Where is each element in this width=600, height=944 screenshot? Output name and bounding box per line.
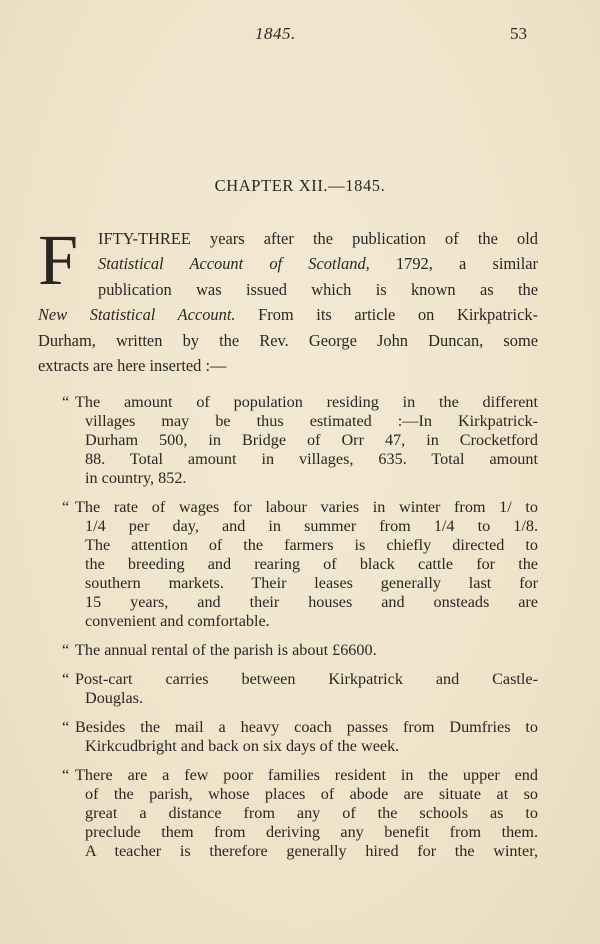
running-head (0, 24, 600, 48)
intro-paragraph (38, 220, 538, 378)
intro-line-italic: Statistical Account of Scotland, (98, 254, 370, 274)
quote-line: 88. Total amount in villages, 635. Total amount (85, 450, 538, 468)
quote-line: Durham 500, in Bridge of Orr 47, in Crocketford (85, 431, 538, 449)
opening-quote-mark: “ (62, 498, 70, 516)
quote-line: villages may be thus estimated :—In Kirkpatrick- (85, 412, 538, 430)
running-title: 1845. (255, 24, 296, 43)
opening-quote-mark: “ (62, 670, 70, 688)
chapter-title: CHAPTER XII.—1845. (214, 176, 386, 195)
quoted-extracts (62, 393, 538, 871)
quote-line: convenient and comfortable. (85, 612, 270, 630)
quote-body (75, 393, 538, 488)
quote-block (62, 641, 538, 660)
quote-body (75, 766, 538, 861)
quote-line: 1/4 per day, and in summer from 1/4 to 1/8. (85, 517, 538, 535)
quote-body (75, 670, 538, 708)
quote-block (62, 766, 538, 861)
quote-line: Besides the mail a heavy coach passes from Dumfries to (75, 718, 538, 736)
quote-line: A teacher is therefore generally hired for the winter, (85, 842, 538, 860)
opening-quote-mark: “ (62, 766, 70, 784)
quote-line: There are a few poor families resident in the upper end (75, 766, 538, 784)
intro-line: IFTY-THREE years after the publication of the old (98, 229, 538, 248)
quote-line: of the parish, whose places of abode are situate at so (85, 785, 538, 803)
intro-line: New Statistical Account. From its article on Kirkpatrick- (38, 305, 538, 325)
intro-line: publication was issued which is known as the (98, 279, 538, 299)
intro-line: extracts are here inserted :— (38, 356, 227, 376)
quote-line: The rate of wages for labour varies in winter from 1/ to (75, 498, 538, 516)
quote-body (75, 718, 538, 756)
intro-line-italic: New Statistical Account. (38, 305, 236, 325)
quote-body (75, 498, 538, 631)
quote-line: in country, 852. (85, 469, 187, 487)
quote-line: Douglas. (85, 689, 143, 707)
quote-line: 15 years, and their houses and onsteads are (85, 593, 538, 611)
intro-line: Statistical Account of Scotland, 1792, a similar (98, 254, 538, 274)
quote-block (62, 498, 538, 631)
opening-quote-mark: “ (62, 718, 70, 736)
quote-body (75, 641, 538, 660)
quote-line: Kirkcudbright and back on six days of the week. (85, 737, 400, 755)
quote-line: preclude them from deriving any benefit from them. (85, 823, 538, 841)
quote-line: the breeding and rearing of black cattle for the (85, 555, 538, 573)
opening-quote-mark: “ (62, 393, 70, 411)
drop-cap: F (38, 220, 79, 300)
page-number: 53 (510, 24, 527, 43)
opening-quote-mark: “ (62, 641, 70, 659)
quote-line: The attention of the farmers is chiefly directed to (85, 536, 538, 554)
quote-line: southern markets. Their leases generally last for (85, 574, 538, 592)
quote-line: The annual rental of the parish is about £6600. (75, 641, 377, 659)
quote-block (62, 393, 538, 488)
quote-line: Post-cart carries between Kirkpatrick and Castle- (75, 670, 538, 688)
quote-line: great a distance from any of the schools as to (85, 804, 538, 822)
quote-block (62, 718, 538, 756)
quote-line: The amount of population residing in the different (75, 393, 538, 411)
quote-block (62, 670, 538, 708)
intro-line: Durham, written by the Rev. George John Duncan, some (38, 330, 538, 350)
